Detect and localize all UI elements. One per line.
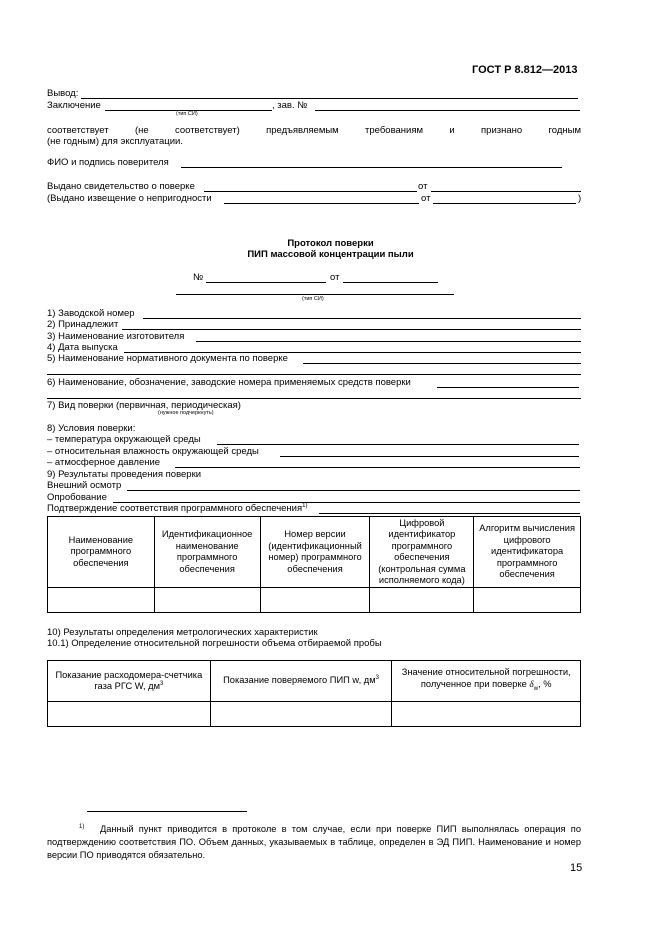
output-label: Вывод:	[47, 88, 79, 99]
item-volume-error: 10.1) Определение относительной погрешности объема отбираемой пробы	[47, 638, 382, 649]
external-inspection-input[interactable]	[127, 490, 580, 491]
item-verification-type: 7) Вид поверки (первичная, периодическая)	[47, 400, 241, 411]
item-conditions: 8) Условия поверки:	[47, 423, 136, 434]
serial-number-input[interactable]	[143, 318, 581, 319]
table-cell[interactable]	[474, 588, 581, 613]
table-cell[interactable]	[370, 588, 474, 613]
condition-temperature: – температура окружающей среды	[47, 434, 201, 445]
item-equipment: 6) Наименование, обозначение, заводские номера применяемых средств поверки	[47, 377, 411, 388]
output-field[interactable]	[81, 98, 578, 99]
verifier-label: ФИО и подпись поверителя	[47, 157, 169, 168]
protocol-from-label: от	[330, 272, 340, 283]
owner-input[interactable]	[122, 329, 581, 330]
normative-doc-input[interactable]	[303, 363, 581, 364]
item-normative-doc: 5) Наименование нормативного документа по поверке	[47, 353, 288, 364]
footnote-ref: 1)	[302, 502, 308, 509]
normative-doc-input-cont[interactable]	[47, 374, 581, 375]
external-inspection-label: Внешний осмотр	[47, 480, 122, 491]
protocol-type-field[interactable]	[176, 294, 454, 295]
unfit-line: (не годным) для эксплуатации.	[47, 136, 183, 147]
equipment-input[interactable]	[437, 387, 579, 388]
header-cell: Алгоритм вычисления цифрового идентификатора программного обеспечения	[474, 517, 581, 588]
word: предъявляемым	[266, 125, 339, 136]
type-si-hint: (тип СИ)	[176, 111, 198, 117]
word: (не	[134, 125, 149, 136]
table-row	[48, 702, 581, 727]
item-serial-number: 1) Заводской номер	[47, 308, 135, 319]
word: и	[449, 125, 455, 136]
table-cell[interactable]	[154, 588, 260, 613]
temperature-input[interactable]	[217, 444, 579, 445]
notice-label: (Выдано извещение о непригодности	[47, 193, 212, 204]
certificate-date-field[interactable]	[431, 191, 581, 192]
software-table	[47, 516, 581, 613]
volume-table	[47, 660, 581, 727]
pressure-input[interactable]	[175, 467, 580, 468]
protocol-number-label: №	[193, 272, 204, 283]
item-manufacturer: 3) Наименование изготовителя	[47, 331, 185, 342]
word: соответствует	[47, 125, 109, 136]
testing-label: Опробование	[47, 492, 107, 503]
word: годным	[548, 125, 581, 136]
header-cell: Наименование программного обеспечения	[48, 517, 155, 588]
protocol-date-field[interactable]	[343, 282, 438, 283]
word: признано	[481, 125, 523, 136]
footnote-mark: 1)	[79, 823, 85, 830]
delta-symbol: δ	[529, 679, 534, 690]
standard-code: ГОСТ Р 8.812—2013	[472, 64, 578, 76]
table-cell[interactable]	[392, 702, 581, 727]
volume-table-header	[48, 661, 581, 702]
notice-from-label: от	[421, 193, 431, 204]
software-confirmation-label	[47, 503, 307, 514]
header-cell: Цифровой идентификатор программного обеспечения (контрольная сумма исполняемого кода)	[370, 517, 474, 588]
protocol-type-hint: (тип СИ)	[302, 296, 324, 302]
protocol-subtitle: ПИП массовой концентрации пыли	[247, 249, 414, 260]
table-cell[interactable]	[260, 588, 370, 613]
verification-type-hint: (нужное подчеркнуть)	[158, 410, 214, 416]
protocol-number-field[interactable]	[206, 282, 326, 283]
notice-date-field[interactable]	[433, 203, 576, 204]
software-confirmation-text: Подтверждение соответствия программного обеспечения	[47, 503, 303, 514]
conclusion-label: Заключение	[47, 100, 101, 111]
close-paren: )	[578, 193, 582, 204]
software-confirmation-input[interactable]	[319, 513, 580, 514]
table-cell[interactable]	[48, 702, 211, 727]
humidity-input[interactable]	[280, 456, 579, 457]
condition-pressure: – атмосферное давление	[47, 457, 161, 468]
table-cell[interactable]	[210, 702, 392, 727]
protocol-title: Протокол поверки	[287, 238, 374, 249]
serial-label: , зав. №	[272, 100, 308, 111]
page-number: 15	[570, 862, 583, 874]
table-cell[interactable]	[48, 588, 155, 613]
header-cell: Номер версии (идентификационный номер) программного обеспечения	[260, 517, 370, 588]
condition-humidity: – относительная влажность окружающей среды	[47, 446, 259, 457]
verifier-field[interactable]	[181, 167, 562, 168]
complies-line	[47, 125, 581, 136]
header-relative-error: Значение относительной погрешности, полученное при поверке $\delta_w$, %	[392, 661, 581, 702]
word: требованиям	[365, 125, 424, 136]
certificate-field[interactable]	[204, 191, 417, 192]
item-owner: 2) Принадлежит	[47, 319, 119, 330]
certificate-label: Выдано свидетельство о поверке	[47, 181, 195, 192]
table-row	[48, 588, 581, 613]
software-table-header	[48, 517, 581, 588]
header-flowmeter: Показание расходомера-счетчика газа РГС W, $дм^3$	[48, 661, 211, 702]
notice-field[interactable]	[224, 203, 419, 204]
delta-subscript: w	[533, 685, 539, 692]
certificate-from-label: от	[418, 181, 428, 192]
equipment-input-cont[interactable]	[47, 398, 581, 399]
header-cell: Идентификационное наименование программного обеспечения	[154, 517, 260, 588]
item-results: 9) Результаты проведения поверки	[47, 469, 202, 480]
item-metrology: 10) Результаты определения метрологических характеристик	[47, 627, 318, 638]
footnote-separator	[87, 811, 247, 812]
word: соответствует)	[174, 125, 240, 136]
footnote-text: Данный пункт приводится в протоколе в том случае, если при поверке ПИП выполнялась операция по подтверждению соответствия ПО. Объем данных, указываемых в таблице, определен в ЭД ПИП. Наименование и номер версии ПО приводятся обязательно.	[47, 824, 581, 860]
serial-number-field[interactable]	[315, 110, 580, 111]
manufacturer-input[interactable]	[196, 341, 581, 342]
footnote	[47, 823, 581, 862]
item-release-date: 4) Дата выпуска	[47, 342, 118, 353]
header-pip-reading: Показание поверяемого ПИП w, $дм^3$	[210, 661, 392, 702]
